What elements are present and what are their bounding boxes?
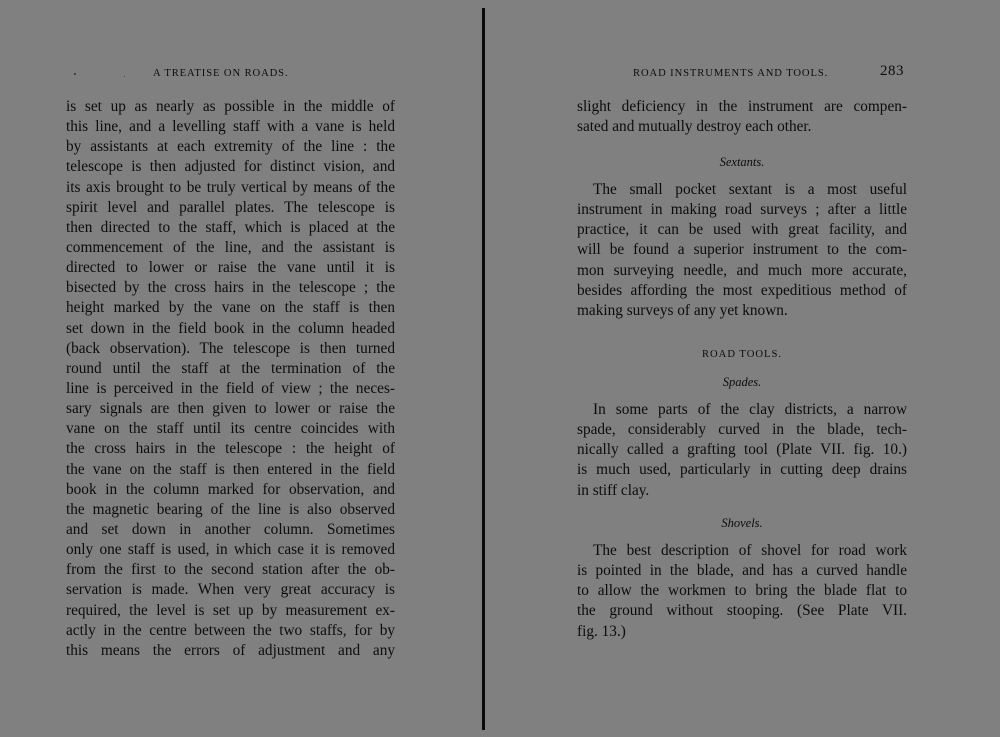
text-line: the cross hairs in the telescope : the height of bbox=[66, 440, 395, 458]
text-line: the magnetic bearing of the line is also observed bbox=[66, 500, 395, 518]
shovels-paragraph bbox=[577, 541, 907, 642]
text-line: its axis brought to be truly vertical by means of the bbox=[66, 178, 395, 196]
text-line: bisected by the cross hairs in the telescope ; the bbox=[66, 279, 395, 297]
text-line: commencement of the line, and the assistant is bbox=[66, 238, 395, 256]
text-line: (back observation). The telescope is then turned bbox=[66, 339, 395, 357]
shovels-heading: Shovels. bbox=[721, 516, 763, 530]
spades-paragraph bbox=[577, 400, 907, 501]
text-line: only one staff is used, in which case it is removed bbox=[66, 541, 395, 559]
text-line: sated and mutually destroy each other. bbox=[577, 118, 812, 136]
text-line: line is perceived in the field of view ; the neces- bbox=[66, 379, 395, 397]
text-line: servation is made. When very great accuracy is bbox=[66, 581, 395, 599]
text-line: telescope is then adjusted for distinct vision, and bbox=[66, 158, 395, 176]
text-line: nically called a grafting tool (Plate VII. fig. 10.) bbox=[577, 441, 907, 459]
running-head-right: ROAD INSTRUMENTS AND TOOLS. bbox=[633, 68, 829, 79]
text-line: slight deficiency in the instrument are compen- bbox=[577, 98, 907, 115]
text-line: from the first to the second station after the ob- bbox=[66, 561, 395, 579]
page-number: 283 bbox=[880, 63, 904, 79]
text-line: will be found a superior instrument to the com- bbox=[577, 241, 907, 259]
text-line: The best description of shovel for road work bbox=[593, 542, 907, 559]
ink-speck bbox=[74, 73, 76, 75]
left-body-text bbox=[66, 97, 395, 661]
text-line: directed to lower or raise the vane until it is bbox=[66, 259, 395, 277]
text-line: by assistants at each extremity of the line : the bbox=[66, 138, 395, 156]
road-tools-heading: ROAD TOOLS. bbox=[701, 349, 783, 360]
text-line: then directed to the staff, which is placed at the bbox=[66, 218, 395, 236]
text-line: instrument in making road surveys ; after a little bbox=[577, 201, 907, 219]
right-page bbox=[488, 0, 1000, 737]
text-line: height marked by the vane on the staff is then bbox=[66, 299, 395, 317]
text-line: is set up as nearly as possible in the middle of bbox=[66, 98, 395, 115]
text-line: fig. 13.) bbox=[577, 622, 626, 640]
sextants-paragraph bbox=[577, 180, 907, 321]
text-line: practice, it can be used with great facility, and bbox=[577, 221, 907, 239]
text-line: The small pocket sextant is a most useful bbox=[593, 181, 907, 198]
spades-heading: Spades. bbox=[722, 375, 762, 389]
text-line: mon surveying needle, and much more accurate, bbox=[577, 261, 907, 279]
sextants-heading: Sextants. bbox=[719, 155, 765, 169]
text-line: spade, considerably curved in the blade, tech- bbox=[577, 421, 907, 439]
book-gutter bbox=[482, 8, 485, 730]
text-line: the vane on the staff is then entered in the field bbox=[66, 460, 395, 478]
text-line: set down in the field book in the column headed bbox=[66, 319, 395, 337]
text-line: round until the staff at the termination of the bbox=[66, 359, 395, 377]
text-line: making surveys of any yet known. bbox=[577, 301, 788, 319]
text-line: the ground without stooping. (See Plate VII. bbox=[577, 602, 907, 620]
text-line: in stiff clay. bbox=[577, 481, 650, 499]
text-line: In some parts of the clay districts, a narrow bbox=[593, 401, 907, 418]
text-line: sary signals are then given to lower or raise the bbox=[66, 400, 395, 418]
continuation-text bbox=[577, 97, 907, 137]
text-line: this means the errors of adjustment and any bbox=[66, 641, 395, 659]
text-line: besides affording the most expeditious method of bbox=[577, 281, 907, 299]
running-head-left: A TREATISE ON ROADS. bbox=[153, 68, 289, 79]
left-page bbox=[0, 0, 478, 737]
text-line: is pointed in the blade, and has a curved handle bbox=[577, 562, 907, 580]
ink-speck bbox=[124, 76, 125, 77]
text-line: to allow the workmen to bring the blade flat to bbox=[577, 582, 907, 600]
text-line: book in the column marked for observation, and bbox=[66, 480, 395, 498]
text-line: and set down in another column. Sometimes bbox=[66, 520, 395, 538]
text-line: is much used, particularly in cutting deep drains bbox=[577, 461, 907, 479]
text-line: actly in the centre between the two staffs, for by bbox=[66, 621, 395, 639]
text-line: spirit level and parallel plates. The telescope is bbox=[66, 198, 395, 216]
text-line: required, the level is set up by measurement ex- bbox=[66, 601, 395, 619]
text-line: this line, and a levelling staff with a vane is held bbox=[66, 118, 395, 136]
text-line: vane on the staff until its centre coincides with bbox=[66, 420, 395, 438]
